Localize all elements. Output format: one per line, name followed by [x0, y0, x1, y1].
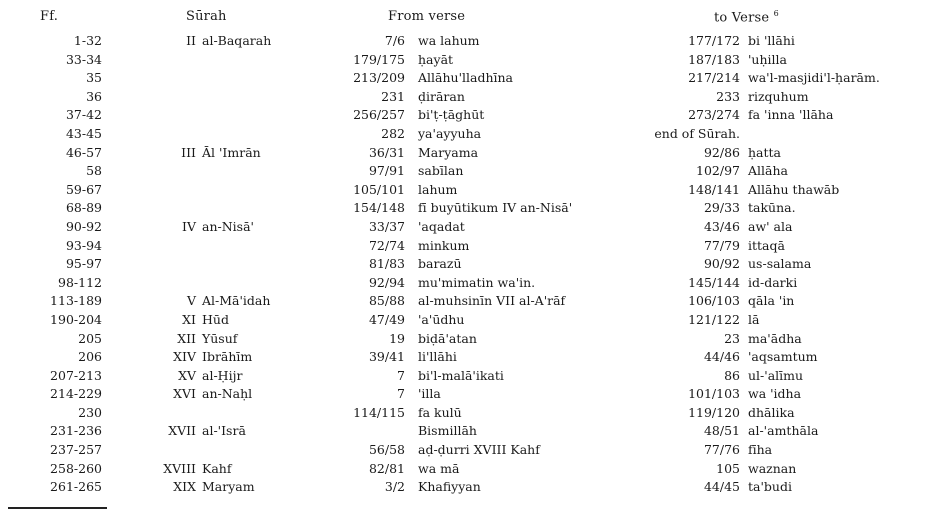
header-to-verse-label: to Verse: [714, 10, 770, 26]
to-verse-word: aw' ala: [748, 218, 793, 234]
folio-range: 58: [86, 163, 102, 179]
table-row: [0, 51, 936, 70]
to-verse-number: 121/122: [688, 311, 740, 327]
surah-number: XIV: [173, 349, 196, 365]
surah-name: al-Ḥijr: [202, 367, 243, 383]
to-verse-word: fīha: [748, 442, 773, 458]
from-verse-number: 154/148: [353, 200, 405, 216]
to-verse-number: 217/214: [688, 70, 740, 86]
from-verse-word: 'a'ūdhu: [418, 311, 465, 327]
folio-range: 205: [78, 330, 102, 346]
to-verse-word: ta'budi: [748, 479, 792, 495]
table-row: [0, 441, 936, 460]
from-verse-word: bi'l-malā'ikati: [418, 367, 504, 383]
to-verse-number: 148/141: [688, 181, 740, 197]
from-verse-word: li'llāhi: [418, 349, 457, 365]
to-verse-word: dhālika: [748, 404, 795, 420]
folio-range: 46-57: [65, 144, 102, 160]
from-verse-word: barazū: [418, 256, 462, 272]
from-verse-number: 114/115: [353, 404, 405, 420]
table-row: [0, 237, 936, 256]
from-verse-word: 'aqadat: [418, 218, 465, 234]
to-verse-word: al-'amthāla: [748, 423, 819, 439]
to-verse-number: end of Sūrah.: [654, 125, 740, 141]
folio-range: 113-189: [50, 293, 102, 309]
to-verse-number: 90/92: [703, 256, 740, 272]
from-verse-number: 19: [389, 330, 405, 346]
from-verse-word: ḥayāt: [418, 51, 454, 67]
to-verse-word: Allāhu thawāb: [748, 181, 840, 197]
surah-number: V: [186, 293, 196, 309]
table-row: [0, 404, 936, 423]
table-row: [0, 460, 936, 479]
surah-name: Al-Mā'idah: [202, 293, 271, 309]
to-verse-number: 187/183: [688, 51, 740, 67]
surah-name: al-'Isrā: [202, 423, 246, 439]
folio-range: 206: [78, 349, 102, 365]
folio-range: 98-112: [58, 274, 102, 290]
header-ff: Ff.: [40, 9, 59, 24]
from-verse-number: 231: [381, 88, 405, 104]
table-row: [0, 199, 936, 218]
from-verse-number: 82/81: [368, 460, 405, 476]
to-verse-word: ul-'alīmu: [748, 367, 804, 383]
to-verse-number: 145/144: [688, 274, 740, 290]
table-row: [0, 181, 936, 200]
from-verse-number: 213/209: [353, 70, 405, 86]
from-verse-word: ya'ayyuha: [418, 125, 482, 141]
folio-range: 190-204: [50, 311, 102, 327]
from-verse-word: biḍā'atan: [418, 330, 477, 346]
header-from-verse: From verse: [388, 9, 466, 24]
folio-range: 231-236: [50, 423, 102, 439]
to-verse-number: 77/76: [703, 442, 740, 458]
surah-name: al-Baqarah: [202, 33, 272, 48]
table-row: [0, 69, 936, 88]
from-verse-word: bi'ṭ-ṭāghūt: [418, 107, 485, 123]
from-verse-number: 39/41: [368, 349, 405, 365]
from-verse-number: 81/83: [368, 256, 405, 272]
surah-name: Kahf: [202, 460, 232, 476]
to-verse-word: id-darki: [748, 274, 798, 290]
from-verse-word: Khafiyyan: [418, 479, 481, 495]
folio-range: 207-213: [50, 367, 102, 383]
to-verse-word: 'aqsamtum: [748, 349, 818, 365]
from-verse-word: wa mā: [418, 460, 460, 476]
to-verse-number: 105: [716, 460, 740, 476]
from-verse-number: 7/6: [384, 33, 405, 48]
to-verse-number: 29/33: [703, 200, 740, 216]
surah-name: an-Naḥl: [202, 386, 253, 402]
to-verse-number: 77/79: [703, 237, 740, 253]
from-verse-word: Allāhu'lladhīna: [418, 70, 514, 86]
to-verse-word: 'uḥilla: [748, 51, 787, 67]
table-row: [0, 330, 936, 349]
to-verse-number: 273/274: [688, 107, 740, 123]
surah-number: IV: [182, 218, 196, 234]
folio-range: 258-260: [50, 460, 102, 476]
surah-number: III: [181, 144, 196, 160]
table-row: [0, 367, 936, 386]
to-verse-word: wa 'idha: [748, 386, 802, 402]
from-verse-number: 3/2: [384, 479, 405, 495]
folio-range: 1-32: [73, 33, 102, 48]
surah-number: XVI: [173, 386, 196, 402]
surah-number: XI: [182, 311, 196, 327]
footnote-rule: [8, 507, 107, 509]
folio-range: 35: [86, 70, 102, 86]
from-verse-word: aḍ-ḍurri XVIII Kahf: [418, 442, 540, 458]
table-row: [0, 125, 936, 144]
folio-range: 230: [78, 404, 102, 420]
from-verse-word: fī buyūtikum IV an-Nisā': [418, 200, 573, 216]
surah-name: Yūsuf: [202, 330, 238, 346]
table-row: [0, 311, 936, 330]
from-verse-word: wa lahum: [418, 33, 480, 48]
from-verse-word: lahum: [418, 181, 458, 197]
folio-range: 90-92: [65, 218, 102, 234]
table-row: [0, 218, 936, 237]
to-verse-number: 177/172: [688, 33, 740, 48]
to-verse-number: 23: [724, 330, 740, 346]
from-verse-word: minkum: [418, 237, 470, 253]
from-verse-number: 256/257: [353, 107, 405, 123]
from-verse-number: 97/91: [368, 163, 405, 179]
concordance-table: [0, 32, 936, 497]
from-verse-word: sabīlan: [418, 163, 464, 179]
folio-range: 214-229: [50, 386, 102, 402]
surah-number: XV: [178, 367, 196, 383]
to-verse-number: 101/103: [688, 386, 740, 402]
table-row: [0, 162, 936, 181]
header-surah: Sūrah: [186, 9, 227, 24]
to-verse-word: ittaqā: [748, 237, 785, 253]
from-verse-number: 105/101: [353, 181, 405, 197]
folio-range: 68-89: [65, 200, 102, 216]
to-verse-word: ḥatta: [748, 144, 782, 160]
surah-name: Āl 'Imrān: [202, 144, 261, 160]
table-row: [0, 32, 936, 51]
folio-range: 95-97: [65, 256, 102, 272]
to-verse-word: takūna.: [748, 200, 796, 216]
to-verse-word: ma'ādha: [748, 330, 802, 346]
folio-range: 237-257: [50, 442, 102, 458]
from-verse-word: al-muhsinīn VII al-A'rāf: [418, 293, 566, 309]
surah-number: XIX: [173, 479, 196, 495]
to-verse-word: us-salama: [748, 256, 812, 272]
table-row: [0, 348, 936, 367]
to-verse-word: waznan: [748, 460, 797, 476]
to-verse-number: 44/46: [703, 349, 740, 365]
table-row: [0, 144, 936, 163]
from-verse-number: 282: [381, 125, 405, 141]
to-verse-number: 119/120: [688, 404, 740, 420]
folio-range: 36: [86, 88, 102, 104]
from-verse-number: 47/49: [368, 311, 405, 327]
to-verse-number: 44/45: [703, 479, 740, 495]
from-verse-number: 85/88: [368, 293, 405, 309]
table-row: [0, 88, 936, 107]
surah-name: Maryam: [202, 479, 255, 495]
to-verse-number: 233: [716, 88, 740, 104]
from-verse-number: 56/58: [368, 442, 405, 458]
surah-number: XVIII: [163, 460, 196, 476]
from-verse-number: 7: [397, 386, 405, 402]
to-verse-word: lā: [748, 311, 760, 327]
from-verse-number: 92/94: [368, 274, 405, 290]
to-verse-number: 92/86: [703, 144, 740, 160]
folio-range: 33-34: [65, 51, 102, 67]
to-verse-word: Allāha: [748, 163, 788, 179]
table-row: [0, 478, 936, 497]
to-verse-word: qāla 'in: [748, 293, 795, 309]
to-verse-word: fa 'inna 'llāha: [748, 107, 834, 123]
from-verse-word: fa kulū: [418, 404, 462, 420]
to-verse-number: 86: [724, 367, 740, 383]
to-verse-word: rizquhum: [748, 88, 809, 104]
to-verse-number: 106/103: [688, 293, 740, 309]
table-row: [0, 255, 936, 274]
from-verse-word: mu'mimatin wa'in.: [418, 274, 536, 290]
to-verse-number: 48/51: [703, 423, 740, 439]
table-row: [0, 292, 936, 311]
from-verse-word: 'illa: [418, 386, 441, 402]
surah-name: an-Nisā': [202, 218, 254, 234]
surah-number: XII: [177, 330, 196, 346]
to-verse-word: bi 'llāhi: [748, 33, 795, 48]
from-verse-number: 72/74: [368, 237, 405, 253]
surah-name: Hūd: [202, 311, 229, 327]
surah-number: XVII: [168, 423, 196, 439]
header-to-verse: [714, 9, 779, 25]
surah-name: Ibrāhīm: [202, 349, 253, 365]
table-row: [0, 106, 936, 125]
to-verse-number: 102/97: [696, 163, 740, 179]
folio-range: 59-67: [65, 181, 102, 197]
from-verse-number: 7: [397, 367, 405, 383]
header-footnote-marker: 6: [773, 9, 779, 18]
from-verse-word: ḍirāran: [418, 88, 465, 104]
from-verse-number: 36/31: [368, 144, 405, 160]
from-verse-word: Maryama: [418, 144, 479, 160]
surah-number: II: [186, 33, 196, 48]
to-verse-number: 43/46: [703, 218, 740, 234]
folio-range: 261-265: [50, 479, 102, 495]
from-verse-number: 33/37: [368, 218, 405, 234]
table-row: [0, 385, 936, 404]
folio-range: 93-94: [65, 237, 102, 253]
folio-range: 37-42: [65, 107, 102, 123]
to-verse-word: wa'l-masjidi'l-ḥarām.: [748, 70, 880, 86]
from-verse-number: 179/175: [353, 51, 405, 67]
table-row: [0, 422, 936, 441]
folio-range: 43-45: [65, 125, 102, 141]
from-verse-word: Bismillāh: [418, 423, 477, 439]
table-row: [0, 274, 936, 293]
